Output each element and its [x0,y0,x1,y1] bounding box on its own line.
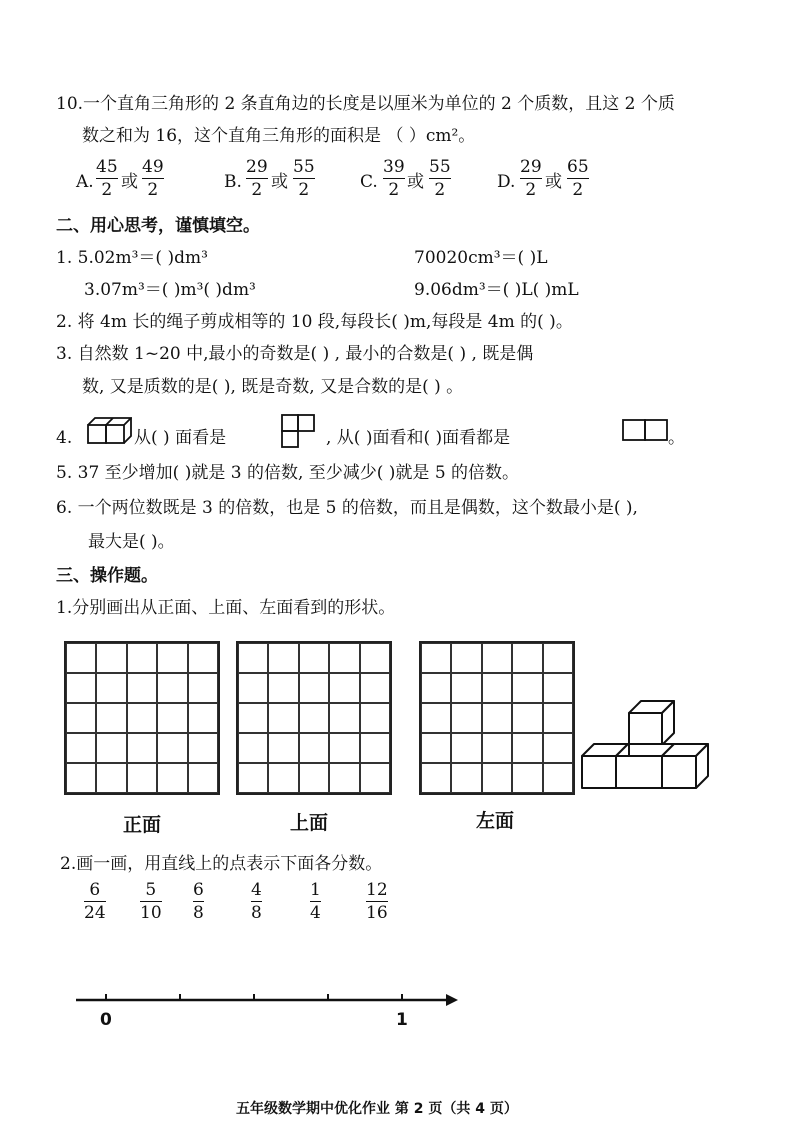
denominator: 8 [251,903,262,923]
q4-text-sides: , 从( )面看和( )面看都是 [326,428,511,448]
two-cube-icon [86,416,132,446]
denominator: 2 [147,180,159,200]
fraction [96,157,118,200]
fraction-1 [84,880,106,923]
numerator: 29 [246,157,268,177]
denominator: 24 [84,903,106,923]
denominator: 2 [572,180,584,200]
caption-top: 上面 [290,812,329,834]
q10-line2: 数之和为 16，这个直角三角形的面积是 （ ）cm²。 [82,126,476,146]
fraction-4 [251,880,262,923]
option-label: C. [360,172,378,192]
q4-number: 4. [56,428,73,448]
fraction-5 [310,880,321,923]
numerator: 49 [142,157,164,177]
option-label: A. [76,172,94,192]
option-label: B. [224,172,242,192]
numerator: 5 [145,880,157,900]
fraction [429,157,451,200]
q3-line2: 数, 又是质数的是( ), 既是奇数, 又是合数的是( ) 。 [82,377,464,397]
op-q1-text: 1.分别画出从正面、上面、左面看到的形状。 [56,598,396,618]
denominator: 2 [251,180,263,200]
fraction [383,157,405,200]
denominator: 2 [388,180,400,200]
q5-text: 5. 37 至少增加( )就是 3 的倍数, 至少减少( )就是 5 的倍数。 [56,463,520,483]
q6-line1: 6. 一个两位数既是 3 的倍数，也是 5 的倍数，而且是偶数，这个数最小是( ), [56,498,638,518]
denominator: 4 [310,903,321,923]
numerator: 45 [96,157,118,177]
fraction-3 [193,880,204,923]
q1-part-b: 70020cm³＝( )L [414,248,548,268]
fraction [142,157,164,200]
numerator: 55 [293,157,315,177]
numerator: 12 [366,880,388,900]
caption-front: 正面 [123,814,162,836]
axis-label-one: 1 [396,1010,408,1030]
denominator: 16 [366,903,388,923]
q4-text-front: 从( ) 面看是 [134,428,227,448]
q1-part-c: 3.07m³＝( )m³( )dm³ [84,280,256,300]
numerator: 55 [429,157,451,177]
numerator: 1 [310,880,321,900]
denominator: 2 [298,180,310,200]
denominator: 2 [101,180,113,200]
front-view-grid[interactable] [64,641,220,795]
left-view-grid[interactable] [419,641,575,795]
two-square-view-icon [622,418,668,442]
fraction [246,157,268,200]
numerator: 6 [193,880,204,900]
number-line[interactable] [72,988,464,1010]
fraction [293,157,315,200]
caption-left: 左面 [476,810,515,832]
section3-heading: 三、操作题。 [56,566,158,586]
numerator: 39 [383,157,405,177]
denominator: 10 [140,903,162,923]
q3-line1: 3. 自然数 1~20 中,最小的奇数是( ) , 最小的合数是( ) , 既是偶 [56,344,534,364]
denominator: 2 [434,180,446,200]
or-text: 或 [545,172,562,192]
numerator: 6 [89,880,101,900]
page-footer: 五年级数学期中优化作业 第 2 页（共 4 页） [236,1101,518,1117]
q6-line2: 最大是( )。 [88,532,175,552]
section2-heading: 二、用心思考，谨慎填空。 [56,216,260,236]
q10-line1: 10.一个直角三角形的 2 条直角边的长度是以厘米为单位的 2 个质数，且这 2 个质 [56,94,675,114]
q2-text: 2. 将 4m 长的绳子剪成相等的 10 段,每段长( )m,每段是 4m 的( )。 [56,312,573,332]
fraction [520,157,542,200]
denominator: 8 [193,903,204,923]
top-view-grid[interactable] [236,641,392,795]
or-text: 或 [407,172,424,192]
q4-end: 。 [668,428,685,448]
q1-part-d: 9.06dm³＝( )L( )mL [414,280,579,300]
numerator: 65 [567,157,589,177]
fraction-6 [366,880,388,923]
axis-label-zero: 0 [100,1010,112,1030]
op-q2-text: 2.画一画，用直线上的点表示下面各分数。 [60,854,383,874]
cube-stack-figure [578,692,714,790]
fraction-2 [140,880,162,923]
l-shape-view-icon [281,414,315,448]
numerator: 4 [251,880,262,900]
or-text: 或 [121,172,138,192]
numerator: 29 [520,157,542,177]
q1-part-a: 1. 5.02m³＝( )dm³ [56,248,208,268]
option-label: D. [497,172,516,192]
denominator: 2 [525,180,537,200]
fraction [567,157,589,200]
or-text: 或 [271,172,288,192]
